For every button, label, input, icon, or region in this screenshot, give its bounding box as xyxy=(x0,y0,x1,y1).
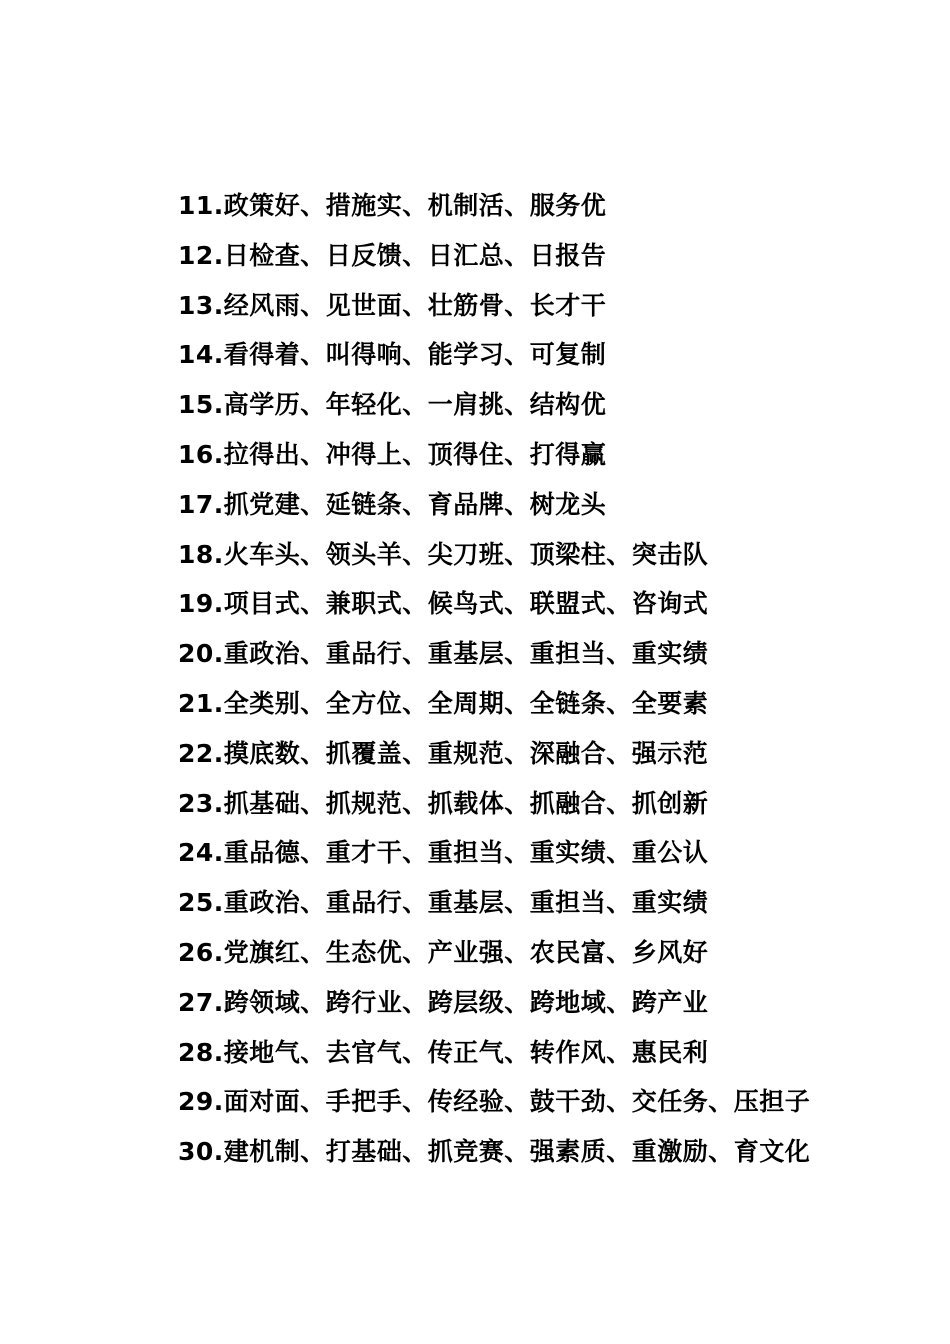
list-item: 19.项目式、兼职式、候鸟式、联盟式、咨询式 xyxy=(178,589,709,619)
list-item: 25.重政治、重品行、重基层、重担当、重实绩 xyxy=(178,888,709,918)
list-item: 29.面对面、手把手、传经验、鼓干劲、交任务、压担子 xyxy=(178,1087,811,1117)
list-item: 21.全类别、全方位、全周期、全链条、全要素 xyxy=(178,688,709,718)
list-item: 23.抓基础、抓规范、抓载体、抓融合、抓创新 xyxy=(178,788,709,818)
list-item: 24.重品德、重才干、重担当、重实绩、重公认 xyxy=(178,838,709,868)
list-item: 28.接地气、去官气、传正气、转作风、惠民利 xyxy=(178,1037,709,1067)
list-item: 22.摸底数、抓覆盖、重规范、深融合、强示范 xyxy=(178,738,709,768)
phrase-list xyxy=(178,181,810,1177)
list-item: 13.经风雨、见世面、壮筋骨、长才干 xyxy=(178,290,607,320)
list-item: 18.火车头、领头羊、尖刀班、顶梁柱、突击队 xyxy=(178,539,709,569)
list-item: 14.看得着、叫得响、能学习、可复制 xyxy=(178,340,607,370)
list-item: 16.拉得出、冲得上、顶得住、打得赢 xyxy=(178,439,607,469)
list-item: 17.抓党建、延链条、育品牌、树龙头 xyxy=(178,489,607,519)
list-item: 12.日检查、日反馈、日汇总、日报告 xyxy=(178,240,607,270)
list-item: 26.党旗红、生态优、产业强、农民富、乡风好 xyxy=(178,937,709,967)
list-item: 11.政策好、措施实、机制活、服务优 xyxy=(178,191,607,220)
list-item: 15.高学历、年轻化、一肩挑、结构优 xyxy=(178,390,607,420)
list-item: 27.跨领域、跨行业、跨层级、跨地域、跨产业 xyxy=(178,987,709,1017)
list-item: 30.建机制、打基础、抓竞赛、强素质、重激励、育文化 xyxy=(178,1137,811,1167)
list-item: 20.重政治、重品行、重基层、重担当、重实绩 xyxy=(178,639,709,669)
